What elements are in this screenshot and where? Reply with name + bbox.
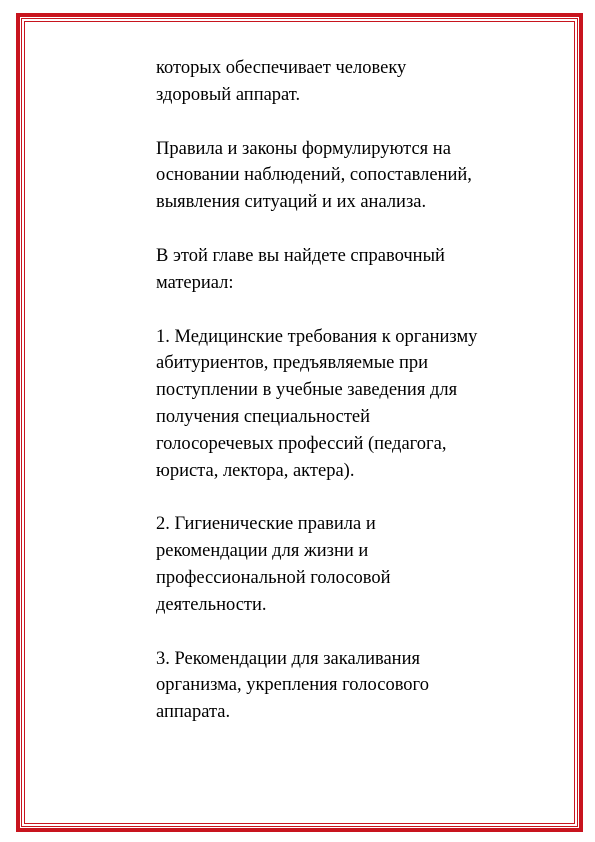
- paragraph-rules-and-laws: Правила и законы формулируются на основании наблюдений, сопоставлений, выявления ситуаций и их анализа.: [156, 138, 472, 213]
- paragraph-chapter-contents: В этой главе вы найдете справочный материал:: [156, 245, 445, 293]
- document-body: [156, 55, 516, 753]
- list-item-hardening-recommendations: 3. Рекомендации для закаливания организма, укрепления голосового аппарата.: [156, 648, 429, 723]
- paragraph-intro-continuation: которых обеспечивает человеку здоровый аппарат.: [156, 58, 407, 105]
- list-item-hygiene-rules: 2. Гигиенические правила и рекомендации для жизни и профессиональной голосовой деятельности.: [156, 514, 391, 615]
- list-item-medical-requirements: 1. Медицинские требования к организму абитуриентов, предъявляемые при поступлении в учебные заведения для получения специальностей голосоречевых профессий (педагога, юриста, лектора, актера).: [156, 326, 478, 481]
